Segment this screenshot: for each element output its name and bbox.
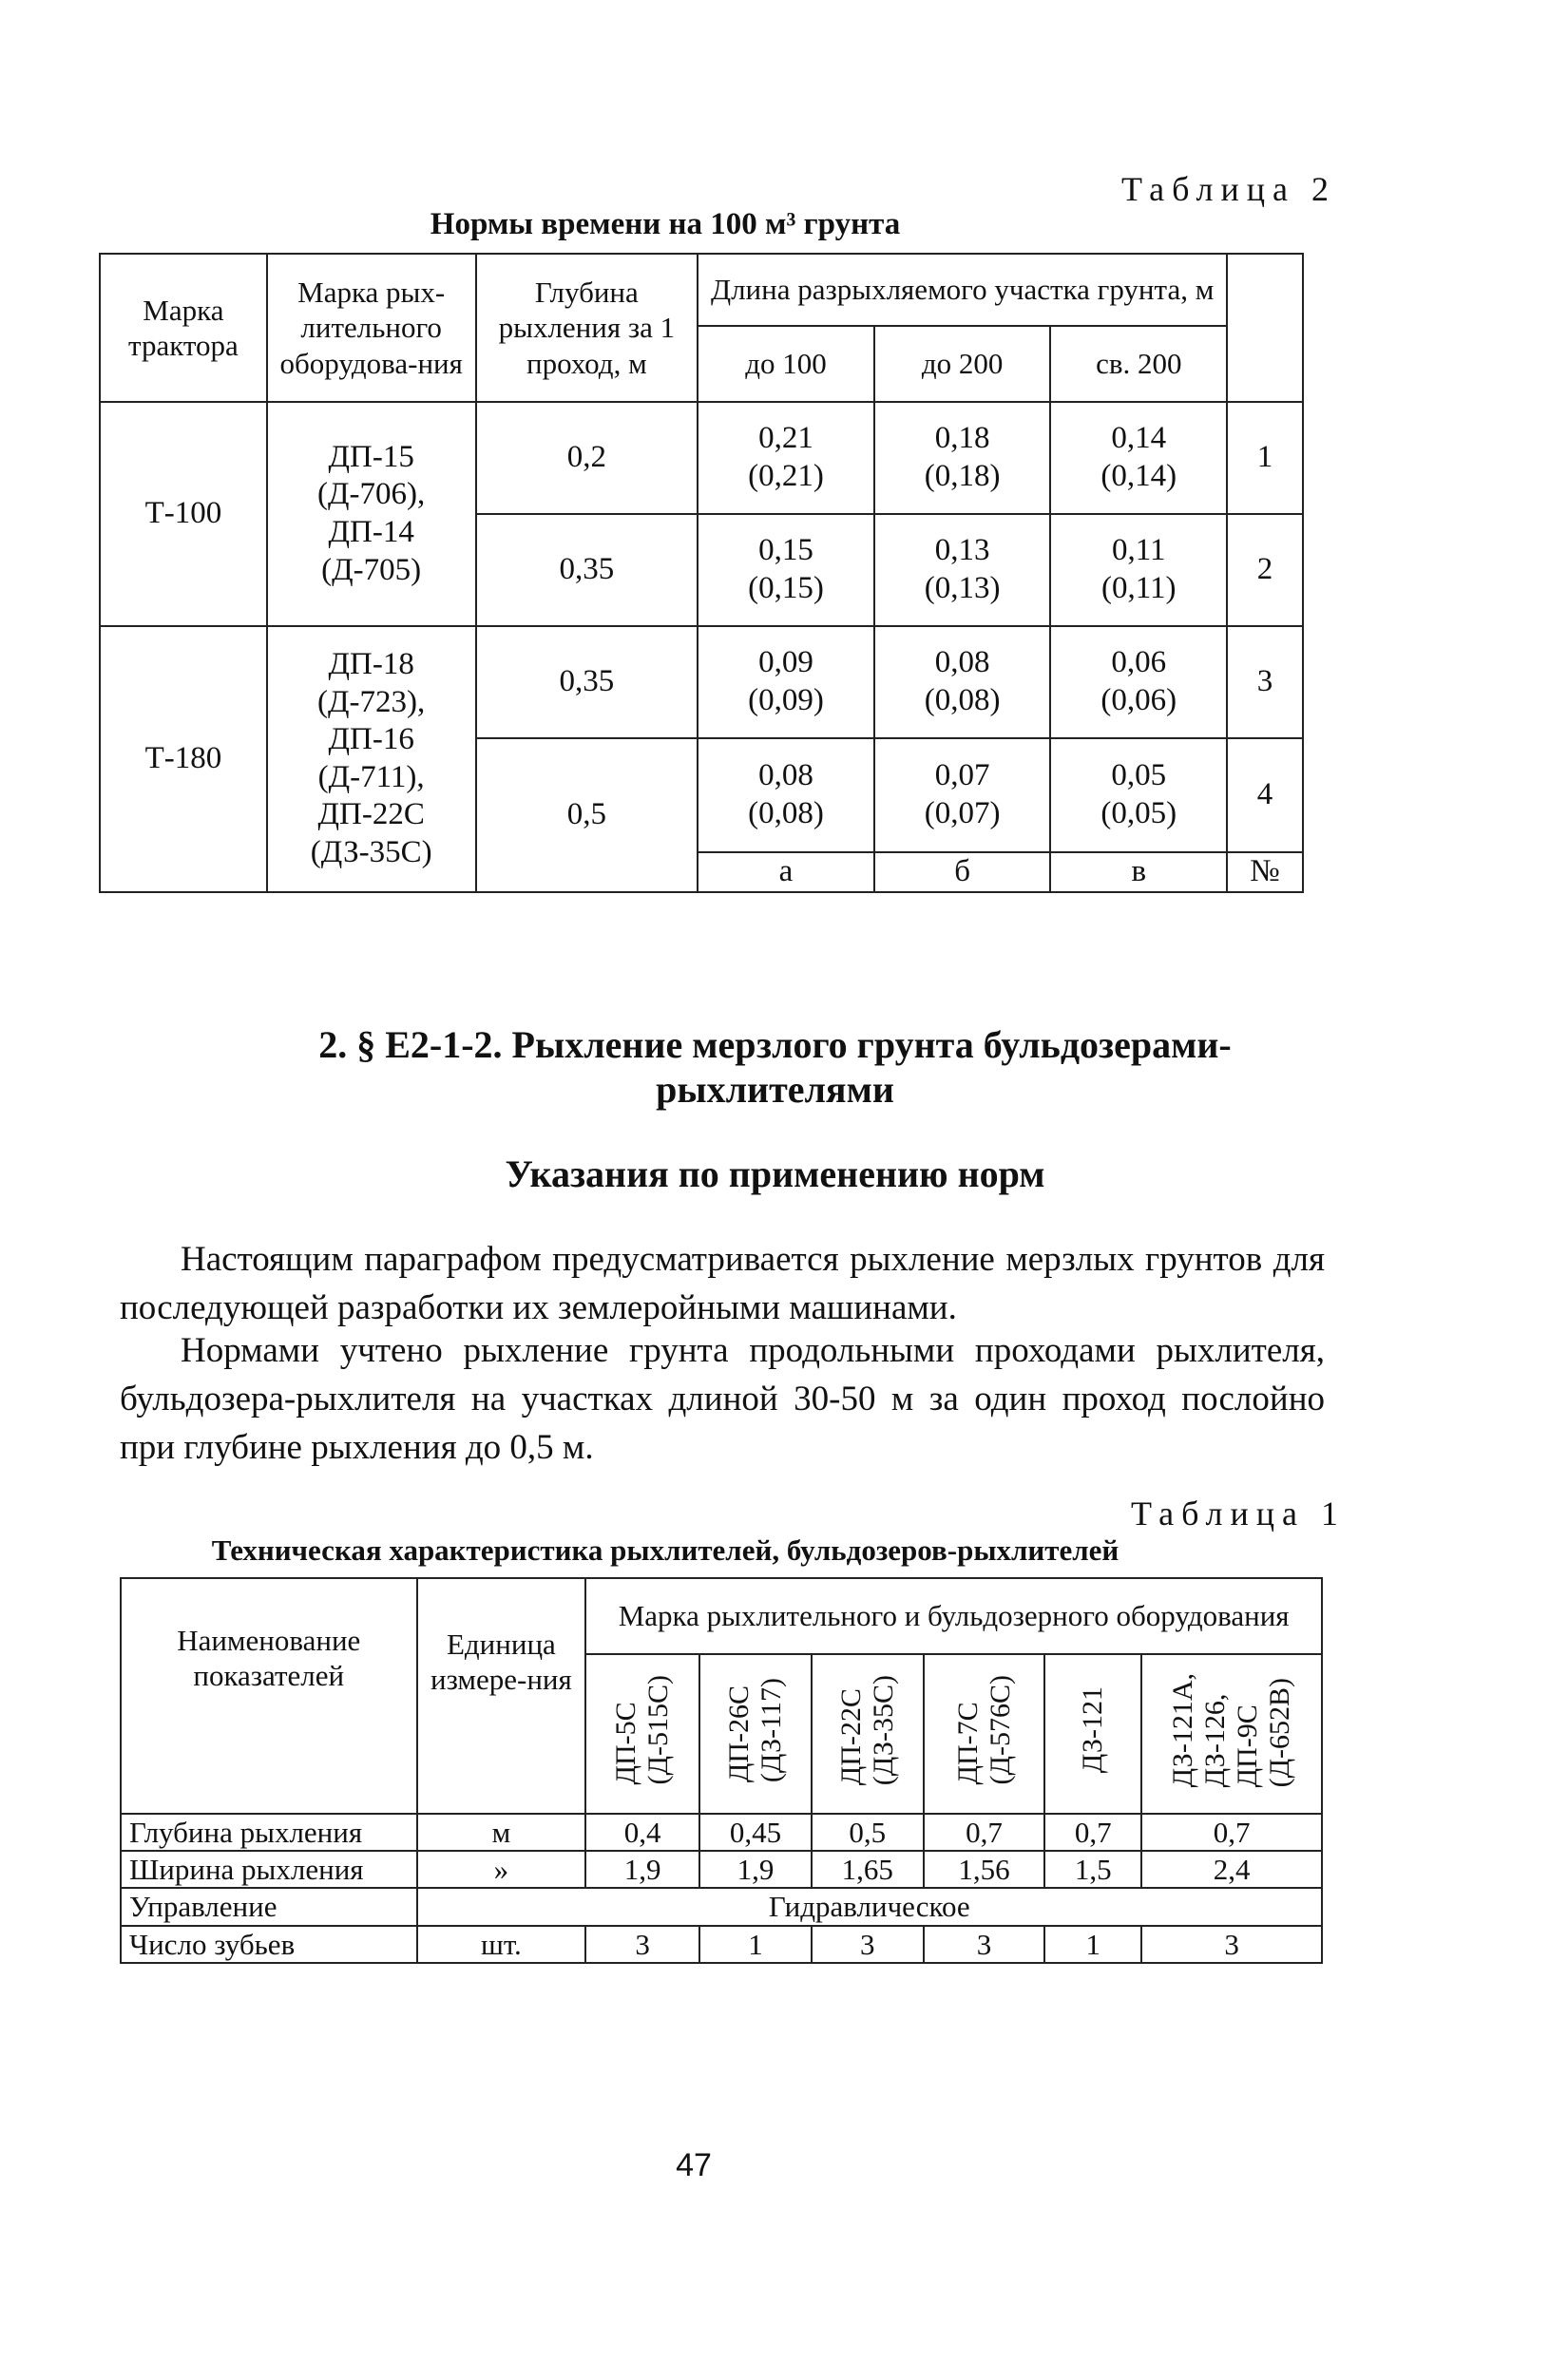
tractor-t180: Т-180 [100, 626, 267, 892]
footer-num: № [1227, 852, 1303, 892]
header-name: Наименование показателей [121, 1578, 417, 1814]
header-col-c: св. 200 [1050, 326, 1227, 402]
value-cell: 0,08 (0,08) [874, 626, 1051, 738]
model-header: ДП-22С (ДЗ-35С) [812, 1654, 924, 1814]
header-equipment: Марка рых-лительного оборудова-ния [267, 254, 476, 402]
row-number: 2 [1227, 514, 1303, 626]
subheading: Указания по применению норм [505, 1152, 1045, 1195]
table2-label: Таблица 2 [1121, 170, 1336, 208]
value-cell: 0,14 (0,14) [1050, 402, 1227, 514]
value-cell: 0,05 (0,05) [1050, 738, 1227, 852]
equipment-cell: ДП-18 (Д-723), ДП-16 (Д-711), ДП-22С (ДЗ-35С) [267, 626, 476, 892]
header-length: Длина разрыхляемого участка грунта, м [698, 254, 1227, 326]
paragraph-2: Нормами учтено рыхление грунта продольными проходами рыхлителя, бульдозера-рыхлителя на участках длиной 30-50 м за один проход послойно при глубине рыхления до 0,5 м. [120, 1331, 1325, 1467]
value-cell: 0,07 (0,07) [874, 738, 1051, 852]
model-header: ДП-5С (Д-515С) [585, 1654, 699, 1814]
footer-c: в [1050, 852, 1227, 892]
equipment-cell: ДП-15 (Д-706), ДП-14 (Д-705) [267, 402, 476, 626]
value-cell: 0,15 (0,15) [698, 514, 874, 626]
model-header: ДЗ-121А, ДЗ-126, ДП-9С (Д-652В) [1141, 1654, 1322, 1814]
row-number: 1 [1227, 402, 1303, 514]
value-cell: 0,06 (0,06) [1050, 626, 1227, 738]
paragraph-1: Настоящим параграфом предусматривается рыхление мерзлых грунтов для последующей разработки их землеройными машинами. [120, 1240, 1325, 1327]
value-cell: 0,21 (0,21) [698, 402, 874, 514]
header-unit: Единица измере-ния [417, 1578, 586, 1814]
tractor-t100: Т-100 [100, 402, 267, 626]
model-header: ДП-26С (ДЗ-117) [699, 1654, 812, 1814]
table-row: Число зубьев шт. 3 1 3 3 1 3 [121, 1926, 1322, 1963]
value-cell: 0,11 (0,11) [1050, 514, 1227, 626]
depth-cell: 0,5 [476, 738, 698, 892]
value-cell: 0,09 (0,09) [698, 626, 874, 738]
row-number: 4 [1227, 738, 1303, 852]
value-cell: 0,18 (0,18) [874, 402, 1051, 514]
depth-cell: 0,2 [476, 402, 698, 514]
value-cell: 0,13 (0,13) [874, 514, 1051, 626]
norms-table [99, 253, 1304, 893]
header-depth: Глубина рыхления за 1 проход, м [476, 254, 698, 402]
table1-label: Таблица 1 [1131, 1495, 1346, 1533]
section-heading: 2. § Е2-1-2. Рыхление мерзлого грунта бульдозерами- рыхлителями [318, 1023, 1232, 1111]
header-num-empty [1227, 254, 1303, 402]
table-row: Управление Гидравлическое [121, 1888, 1322, 1925]
header-col-b: до 200 [874, 326, 1051, 402]
table1-title: Техническая характеристика рыхлителей, бульдозеров-рыхлителей [211, 1533, 1119, 1567]
specs-table [120, 1577, 1323, 1964]
table2-title: Нормы времени на 100 м³ грунта [430, 207, 901, 241]
value-cell: 0,08 (0,08) [698, 738, 874, 852]
depth-cell: 0,35 [476, 626, 698, 738]
header-tractor: Марка трактора [100, 254, 267, 402]
table-row: Ширина рыхления » 1,9 1,9 1,65 1,56 1,5 2,4 [121, 1851, 1322, 1888]
row-number: 3 [1227, 626, 1303, 738]
footer-a: а [698, 852, 874, 892]
header-col-a: до 100 [698, 326, 874, 402]
model-header: ДП-7С (Д-576С) [924, 1654, 1045, 1814]
model-header: ДЗ-121 [1044, 1654, 1141, 1814]
depth-cell: 0,35 [476, 514, 698, 626]
footer-b: б [874, 852, 1051, 892]
table-row: Глубина рыхления м 0,4 0,45 0,5 0,7 0,7 0,7 [121, 1814, 1322, 1851]
header-group: Марка рыхлительного и бульдозерного оборудования [585, 1578, 1322, 1654]
page-number: 47 [676, 2147, 712, 2183]
